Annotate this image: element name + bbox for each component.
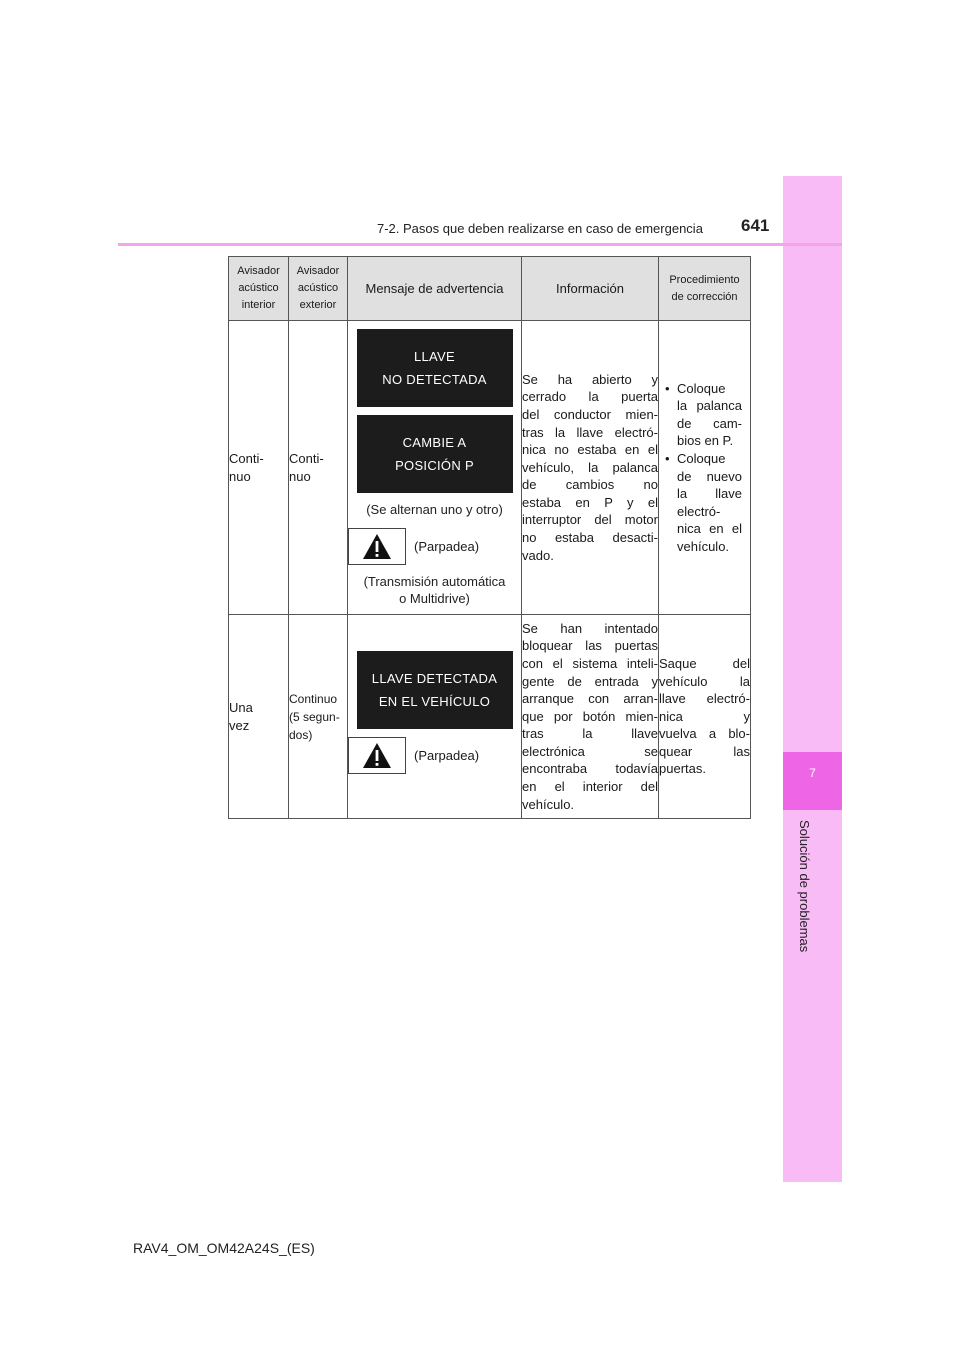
procedure-step: • Coloque la palanca de cam- bios en P.	[665, 380, 742, 450]
warning-triangle-icon	[348, 737, 406, 774]
display-shift-to-p: CAMBIE A POSICIÓN P	[357, 415, 513, 493]
display-key-detected-in-vehicle: LLAVE DETECTADA EN EL VEHÍCULO	[357, 651, 513, 729]
row1-interior: Conti- nuo	[229, 321, 289, 615]
blink-label: (Parpadea)	[414, 748, 480, 763]
row1-exterior: Conti- nuo	[289, 321, 348, 615]
row1-message	[348, 321, 522, 615]
chapter-number: 7	[809, 766, 816, 780]
row2-message	[348, 615, 522, 819]
table-row	[229, 321, 751, 615]
row2-exterior: Continuo (5 segun- dos)	[289, 615, 348, 819]
procedure-step: • Coloque de nuevo la llave electró- nica en el vehículo.	[665, 450, 742, 556]
header-information: Información	[522, 257, 659, 321]
chapter-side-tab	[783, 176, 842, 1182]
chapter-title: Solución de problemas	[797, 820, 812, 953]
alternate-caption: (Se alternan uno y otro)	[366, 501, 503, 517]
table-header-row	[229, 257, 751, 321]
header-exterior-buzzer: Avisador acústico exterior	[289, 257, 348, 321]
row2-information: Se han intentado bloquear las puertas con el sistema inteli- gente de entrada y arranque con arran- que por botón mien- tras la llave electrónica se encontraba todavía en el interior del vehículo.	[522, 615, 659, 819]
transmission-caption: (Transmisión automática o Multidrive)	[363, 573, 506, 606]
row2-interior: Una vez	[229, 615, 289, 819]
table-row	[229, 615, 751, 819]
warning-table	[228, 256, 751, 819]
procedure-list	[659, 380, 750, 556]
blink-indicator	[348, 737, 521, 774]
header-interior-buzzer: Avisador acústico interior	[229, 257, 289, 321]
document-code: RAV4_OM_OM42A24S_(ES)	[133, 1240, 315, 1256]
header-procedure: Procedimiento de corrección	[659, 257, 751, 321]
row2-procedure: Saque del vehículo la llave electró- nica y vuelva a blo- quear las puertas.	[659, 615, 751, 819]
row1-information: Se ha abierto y cerrado la puerta del conductor mien- tras la llave electró- nica no estaba en el vehículo, la palanca de cambios no estaba en P y el interruptor del motor no estaba desacti- vado.	[522, 321, 659, 615]
blink-label: (Parpadea)	[414, 538, 480, 554]
chapter-side-tab-active	[783, 752, 842, 810]
page-number: 641	[741, 216, 770, 235]
display-key-not-detected: LLAVE NO DETECTADA	[357, 329, 513, 407]
row1-procedure	[659, 321, 751, 615]
blink-indicator	[348, 528, 521, 565]
header-warning-message: Mensaje de advertencia	[348, 257, 522, 321]
warning-triangle-icon	[348, 528, 406, 565]
header-rule	[118, 243, 842, 246]
section-header: 7-2. Pasos que deben realizarse en caso de emergencia	[377, 221, 703, 236]
